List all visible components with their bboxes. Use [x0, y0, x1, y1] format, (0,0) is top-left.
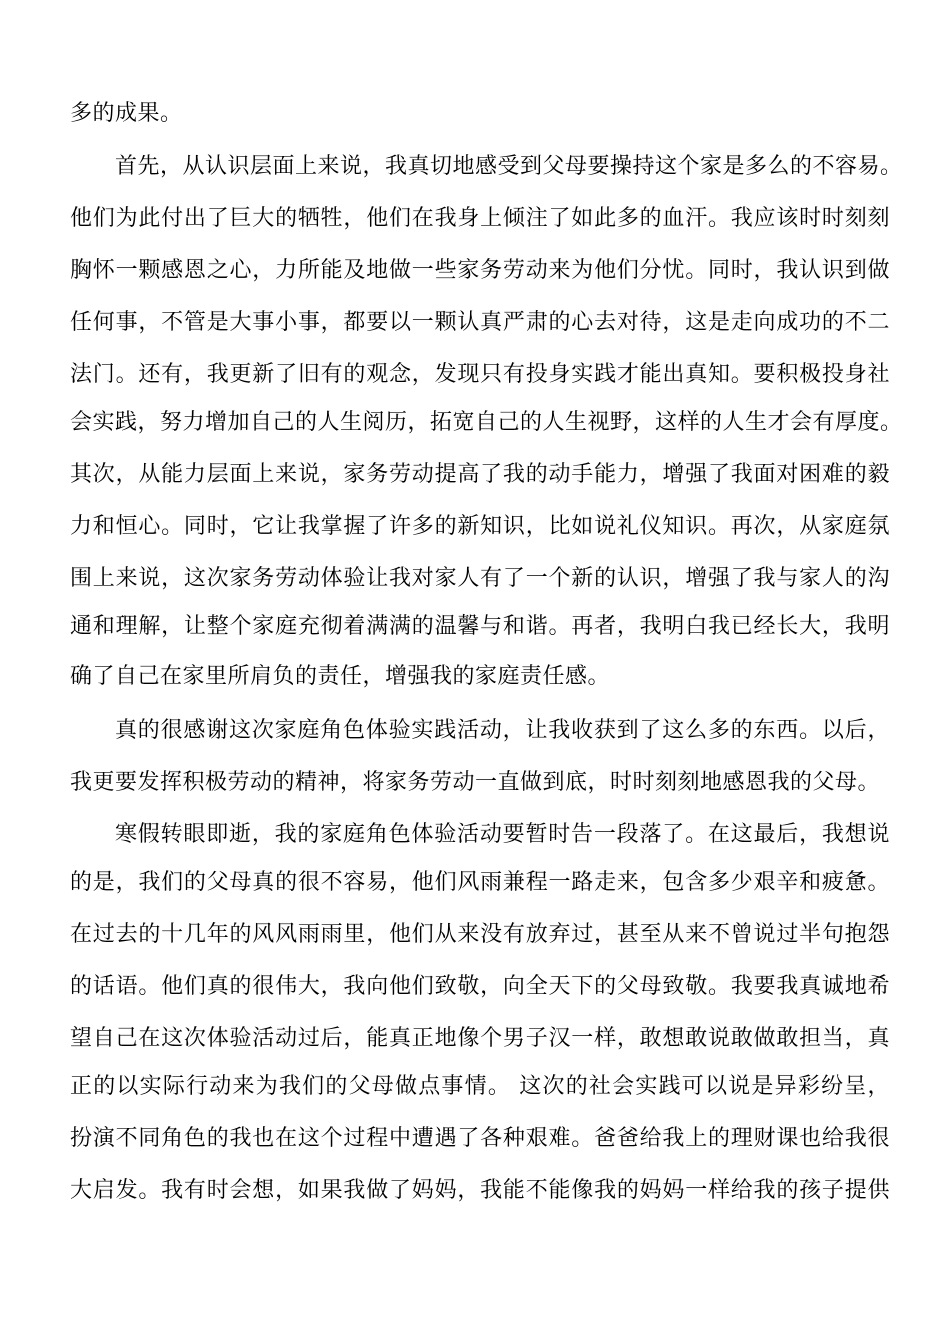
text-line: 的话语。他们真的很伟大，我向他们致敬，向全天下的父母致敬。我要我真诚地希	[70, 974, 890, 999]
text-line: 围上来说，这次家务劳动体验让我对家人有了一个新的认识，增强了我与家人的沟	[70, 566, 890, 591]
text-line: 通和理解，让整个家庭充彻着满满的温馨与和谐。再者，我明白我已经长大，我明	[70, 614, 890, 639]
text-line: 正的以实际行动来为我们的父母做点事情。 这次的社会实践可以说是异彩纷呈，	[70, 1074, 890, 1099]
paragraph-start-line: 真的很感谢这次家庭角色体验实践活动，让我收获到了这么多的东西。以后，	[115, 718, 890, 743]
text-line: 多的成果。	[70, 101, 183, 126]
paragraph-start-line: 首先，从认识层面上来说，我真切地感受到父母要操持这个家是多么的不容易。	[115, 154, 903, 179]
text-line: 法门。还有，我更新了旧有的观念，发现只有投身实践才能出真知。要积极投身社	[70, 362, 890, 387]
paragraph-start-line: 寒假转眼即逝，我的家庭角色体验活动要暂时告一段落了。在这最后，我想说	[115, 822, 890, 847]
text-line: 的是，我们的父母真的很不容易，他们风雨兼程一路走来，包含多少艰辛和疲惫。	[70, 870, 890, 895]
text-line: 胸怀一颗感恩之心，力所能及地做一些家务劳动来为他们分忧。同时，我认识到做	[70, 258, 890, 283]
text-line: 大启发。我有时会想，如果我做了妈妈，我能不能像我的妈妈一样给我的孩子提供	[70, 1178, 890, 1203]
text-line: 力和恒心。同时，它让我掌握了许多的新知识，比如说礼仪知识。再次，从家庭氛	[70, 514, 890, 539]
text-line: 在过去的十几年的风风雨雨里，他们从来没有放弃过，甚至从来不曾说过半句抱怨	[70, 922, 890, 947]
text-line: 我更要发挥积极劳动的精神，将家务劳动一直做到底，时时刻刻地感恩我的父母。	[70, 770, 881, 795]
text-line: 扮演不同角色的我也在这个过程中遭遇了各种艰难。爸爸给我上的理财课也给我很	[70, 1126, 890, 1151]
text-line: 任何事，不管是大事小事，都要以一颗认真严肃的心去对待，这是走向成功的不二	[70, 310, 890, 335]
text-line: 其次，从能力层面上来说，家务劳动提高了我的动手能力，增强了我面对困难的毅	[70, 462, 890, 487]
text-line: 望自己在这次体验活动过后，能真正地像个男子汉一样，敢想敢说敢做敢担当，真	[70, 1026, 890, 1051]
text-line: 他们为此付出了巨大的牺牲，他们在我身上倾注了如此多的血汗。我应该时时刻刻	[70, 206, 890, 231]
text-line: 会实践，努力增加自己的人生阅历，拓宽自己的人生视野，这样的人生才会有厚度。	[70, 410, 903, 435]
text-line: 确了自己在家里所肩负的责任，增强我的家庭责任感。	[70, 664, 611, 689]
